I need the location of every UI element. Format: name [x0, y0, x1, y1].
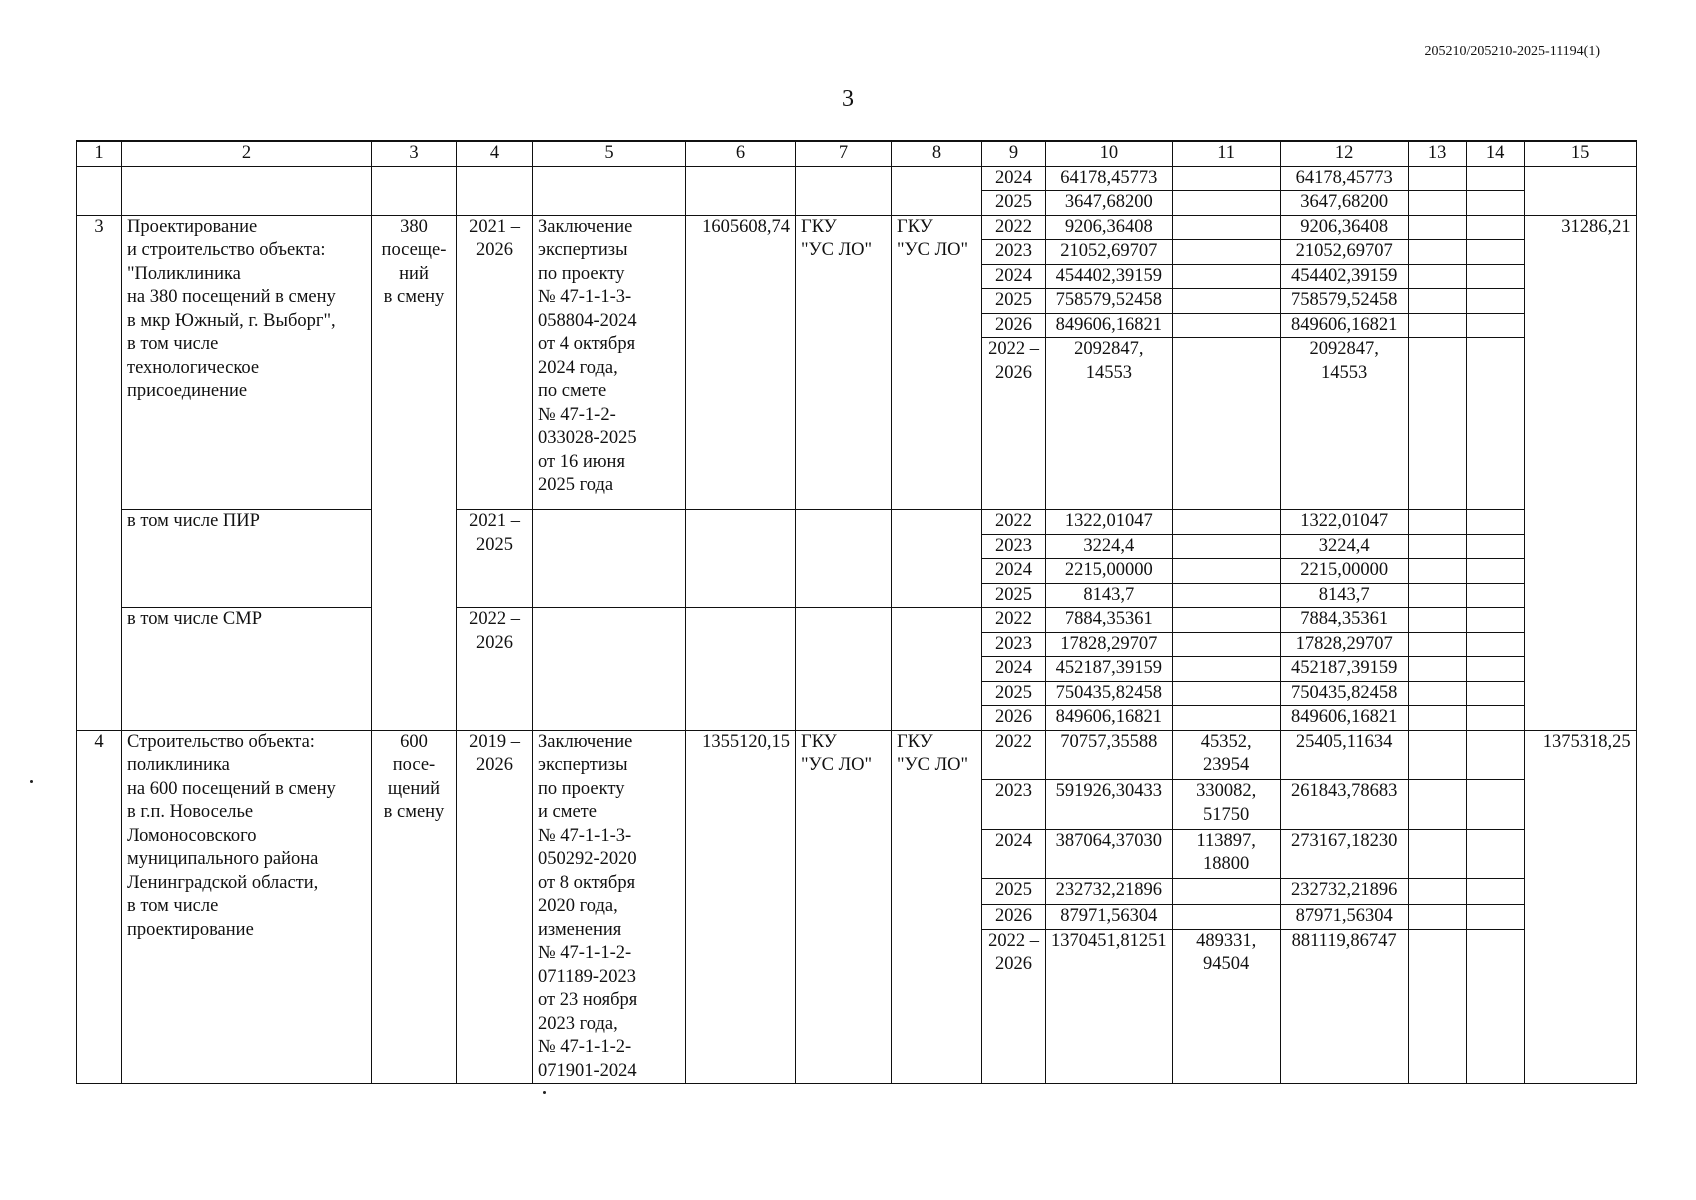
col13-cell	[1408, 215, 1466, 240]
regional-cell: 25405,11634	[1280, 730, 1408, 780]
expertise: Заключение экспертизы по проекту и смете № 47-1-1-3- 050292-2020 от 8 октября 2020 года, изменения № 47-1-1-2- 071189-2023 от 23 ноября 2023 года, № 47-1-1-2- 071901-2024	[533, 730, 686, 1084]
year-cell: 2023	[982, 240, 1046, 265]
table-row	[77, 510, 1637, 535]
empty-cell	[796, 608, 892, 731]
regional-cell: 849606,16821	[1280, 706, 1408, 731]
year-cell: 2025	[982, 289, 1046, 314]
cost: 1605608,74	[686, 215, 796, 510]
capacity: 600 посе- щений в смену	[372, 730, 457, 1084]
col13-cell	[1408, 338, 1466, 510]
federal-cell: 113897, 18800	[1172, 829, 1280, 879]
federal-cell	[1172, 534, 1280, 559]
col13-cell	[1408, 608, 1466, 633]
regional-cell: 3647,68200	[1280, 191, 1408, 216]
regional-cell: 261843,78683	[1280, 780, 1408, 830]
col13-cell	[1408, 632, 1466, 657]
federal-cell	[1172, 191, 1280, 216]
year-cell: 2022 – 2026	[982, 929, 1046, 1083]
regional-cell: 9206,36408	[1280, 215, 1408, 240]
cost: 1355120,15	[686, 730, 796, 1084]
expertise: Заключение экспертизы по проекту № 47-1-1-3- 058804-2024 от 4 октября 2024 года, по смете № 47-1-2- 033028-2025 от 16 июня 2025 года	[533, 215, 686, 510]
empty-cell	[892, 510, 982, 608]
table-row	[77, 608, 1637, 633]
regional-cell: 87971,56304	[1280, 904, 1408, 929]
regional-cell: 881119,86747	[1280, 929, 1408, 1083]
year-cell: 2024	[982, 657, 1046, 682]
year-cell: 2026	[982, 706, 1046, 731]
regional-cell: 452187,39159	[1280, 657, 1408, 682]
col14-cell	[1466, 559, 1524, 584]
column-number: 7	[796, 141, 892, 166]
row-number: 3	[77, 215, 122, 730]
amount-cell: 3647,68200	[1046, 191, 1173, 216]
year-cell: 2022	[982, 608, 1046, 633]
year-cell: 2022	[982, 215, 1046, 240]
col13-cell	[1408, 240, 1466, 265]
col14-cell	[1466, 583, 1524, 608]
amount-cell: 64178,45773	[1046, 166, 1173, 191]
year-cell: 2026	[982, 313, 1046, 338]
federal-cell	[1172, 904, 1280, 929]
col13-cell	[1408, 657, 1466, 682]
col14-cell	[1466, 215, 1524, 240]
builder: ГКУ "УС ЛО"	[892, 730, 982, 1084]
column-number: 15	[1524, 141, 1636, 166]
scan-speck	[30, 780, 33, 783]
col14-cell	[1466, 534, 1524, 559]
amount-cell: 2215,00000	[1046, 559, 1173, 584]
customer: ГКУ "УС ЛО"	[796, 730, 892, 1084]
amount-cell: 21052,69707	[1046, 240, 1173, 265]
col14-cell	[1466, 289, 1524, 314]
amount-cell: 1322,01047	[1046, 510, 1173, 535]
col14-cell	[1466, 657, 1524, 682]
federal-cell	[1172, 583, 1280, 608]
regional-cell: 849606,16821	[1280, 313, 1408, 338]
column-number: 9	[982, 141, 1046, 166]
regional-cell: 454402,39159	[1280, 264, 1408, 289]
year-cell: 2024	[982, 829, 1046, 879]
federal-cell	[1172, 240, 1280, 265]
col14-cell	[1466, 780, 1524, 830]
col14-cell	[1466, 510, 1524, 535]
amount-cell: 7884,35361	[1046, 608, 1173, 633]
empty-cell	[533, 510, 686, 608]
col13-cell	[1408, 534, 1466, 559]
col14-cell	[1466, 240, 1524, 265]
col13-cell	[1408, 879, 1466, 904]
regional-cell: 232732,21896	[1280, 879, 1408, 904]
federal-cell	[1172, 608, 1280, 633]
amount-cell: 1370451,81251	[1046, 929, 1173, 1083]
year-cell: 2022 – 2026	[982, 338, 1046, 510]
col13-cell	[1408, 780, 1466, 830]
empty-cell	[457, 166, 533, 215]
empty-cell	[686, 510, 796, 608]
col14-cell	[1466, 166, 1524, 191]
capacity: 380 посеще- ний в смену	[372, 215, 457, 730]
col14-cell	[1466, 264, 1524, 289]
document-code: 205210/205210-2025-11194(1)	[1424, 44, 1600, 59]
amount-cell: 849606,16821	[1046, 706, 1173, 731]
regional-cell: 1322,01047	[1280, 510, 1408, 535]
regional-cell: 7884,35361	[1280, 608, 1408, 633]
col14-cell	[1466, 681, 1524, 706]
amount-cell: 2092847, 14553	[1046, 338, 1173, 510]
col13-cell	[1408, 264, 1466, 289]
col13-cell	[1408, 706, 1466, 731]
col13-cell	[1408, 510, 1466, 535]
col13-cell	[1408, 166, 1466, 191]
amount-cell: 9206,36408	[1046, 215, 1173, 240]
column-number: 6	[686, 141, 796, 166]
empty-cell	[533, 166, 686, 215]
column-number: 14	[1466, 141, 1524, 166]
year-cell: 2023	[982, 534, 1046, 559]
object-name: Проектирование и строительство объекта: "Поликлиника на 380 посещений в смену в мкр Южный, г. Выборг", в том числе технологическое присоединение	[122, 215, 372, 510]
amount-cell: 452187,39159	[1046, 657, 1173, 682]
regional-cell: 3224,4	[1280, 534, 1408, 559]
federal-cell	[1172, 289, 1280, 314]
federal-cell	[1172, 313, 1280, 338]
col15-cell: 1375318,25	[1524, 730, 1636, 1084]
col14-cell	[1466, 706, 1524, 731]
federal-cell: 330082, 51750	[1172, 780, 1280, 830]
col13-cell	[1408, 313, 1466, 338]
col14-cell	[1466, 929, 1524, 1083]
amount-cell: 387064,37030	[1046, 829, 1173, 879]
year-cell: 2024	[982, 559, 1046, 584]
col14-cell	[1466, 338, 1524, 510]
col14-cell	[1466, 608, 1524, 633]
column-number: 5	[533, 141, 686, 166]
customer: ГКУ "УС ЛО"	[796, 215, 892, 510]
amount-cell: 454402,39159	[1046, 264, 1173, 289]
column-number: 3	[372, 141, 457, 166]
year-cell: 2025	[982, 879, 1046, 904]
year-cell: 2026	[982, 904, 1046, 929]
federal-cell	[1172, 706, 1280, 731]
empty-cell	[892, 608, 982, 731]
empty-cell	[686, 608, 796, 731]
col13-cell	[1408, 583, 1466, 608]
sub-label-pir: в том числе ПИР	[122, 510, 372, 608]
amount-cell: 849606,16821	[1046, 313, 1173, 338]
regional-cell: 21052,69707	[1280, 240, 1408, 265]
empty-cell	[122, 166, 372, 215]
year-cell: 2025	[982, 583, 1046, 608]
column-number: 10	[1046, 141, 1173, 166]
col13-cell	[1408, 904, 1466, 929]
column-number: 4	[457, 141, 533, 166]
row-number: 4	[77, 730, 122, 1084]
column-number: 8	[892, 141, 982, 166]
amount-cell: 8143,7	[1046, 583, 1173, 608]
column-number: 2	[122, 141, 372, 166]
amount-cell: 3224,4	[1046, 534, 1173, 559]
col14-cell	[1466, 730, 1524, 780]
empty-cell	[533, 608, 686, 731]
col13-cell	[1408, 681, 1466, 706]
col14-cell	[1466, 191, 1524, 216]
amount-cell: 591926,30433	[1046, 780, 1173, 830]
period: 2019 – 2026	[457, 730, 533, 1084]
col13-cell	[1408, 730, 1466, 780]
federal-cell	[1172, 632, 1280, 657]
col14-cell	[1466, 313, 1524, 338]
table-row	[77, 730, 1637, 780]
regional-cell: 758579,52458	[1280, 289, 1408, 314]
regional-cell: 750435,82458	[1280, 681, 1408, 706]
federal-cell	[1172, 215, 1280, 240]
regional-cell: 8143,7	[1280, 583, 1408, 608]
federal-cell	[1172, 681, 1280, 706]
year-cell: 2023	[982, 632, 1046, 657]
col13-cell	[1408, 289, 1466, 314]
amount-cell: 232732,21896	[1046, 879, 1173, 904]
amount-cell: 17828,29707	[1046, 632, 1173, 657]
year-cell: 2024	[982, 166, 1046, 191]
col13-cell	[1408, 929, 1466, 1083]
table-row	[77, 215, 1637, 240]
regional-cell: 17828,29707	[1280, 632, 1408, 657]
empty-cell	[892, 166, 982, 215]
col15-cell: 31286,21	[1524, 215, 1636, 730]
federal-cell: 45352, 23954	[1172, 730, 1280, 780]
scan-speck	[543, 1091, 546, 1094]
col13-cell	[1408, 559, 1466, 584]
col13-cell	[1408, 191, 1466, 216]
sub-period-smr: 2022 – 2026	[457, 608, 533, 731]
regional-cell: 273167,18230	[1280, 829, 1408, 879]
federal-cell	[1172, 166, 1280, 191]
amount-cell: 70757,35588	[1046, 730, 1173, 780]
col14-cell	[1466, 904, 1524, 929]
year-cell: 2025	[982, 681, 1046, 706]
col15-cell	[1524, 166, 1636, 215]
amount-cell: 87971,56304	[1046, 904, 1173, 929]
col14-cell	[1466, 829, 1524, 879]
column-number: 11	[1172, 141, 1280, 166]
federal-cell	[1172, 879, 1280, 904]
sub-label-smr: в том числе СМР	[122, 608, 372, 731]
regional-cell: 2092847, 14553	[1280, 338, 1408, 510]
year-cell: 2022	[982, 730, 1046, 780]
object-name: Строительство объекта: поликлиника на 600 посещений в смену в г.п. Новоселье Ломоносовского муниципального района Ленинградской области, в том числе проектирование	[122, 730, 372, 1084]
federal-cell	[1172, 657, 1280, 682]
year-cell: 2022	[982, 510, 1046, 535]
federal-cell: 489331, 94504	[1172, 929, 1280, 1083]
sub-period-pir: 2021 – 2025	[457, 510, 533, 608]
period: 2021 – 2026	[457, 215, 533, 510]
federal-cell	[1172, 559, 1280, 584]
column-numbers-row	[77, 141, 1637, 166]
regional-cell: 64178,45773	[1280, 166, 1408, 191]
federal-cell	[1172, 510, 1280, 535]
data-table	[76, 140, 1637, 1084]
year-cell: 2024	[982, 264, 1046, 289]
column-number: 12	[1280, 141, 1408, 166]
federal-cell	[1172, 264, 1280, 289]
year-cell: 2025	[982, 191, 1046, 216]
col14-cell	[1466, 632, 1524, 657]
amount-cell: 750435,82458	[1046, 681, 1173, 706]
page-number: 3	[842, 86, 854, 112]
column-number: 1	[77, 141, 122, 166]
col13-cell	[1408, 829, 1466, 879]
regional-cell: 2215,00000	[1280, 559, 1408, 584]
year-cell: 2023	[982, 780, 1046, 830]
table-row	[77, 166, 1637, 191]
federal-cell	[1172, 338, 1280, 510]
empty-cell	[372, 166, 457, 215]
amount-cell: 758579,52458	[1046, 289, 1173, 314]
builder: ГКУ "УС ЛО"	[892, 215, 982, 510]
empty-cell	[796, 166, 892, 215]
col14-cell	[1466, 879, 1524, 904]
empty-cell	[796, 510, 892, 608]
empty-cell	[77, 166, 122, 215]
empty-cell	[686, 166, 796, 215]
column-number: 13	[1408, 141, 1466, 166]
